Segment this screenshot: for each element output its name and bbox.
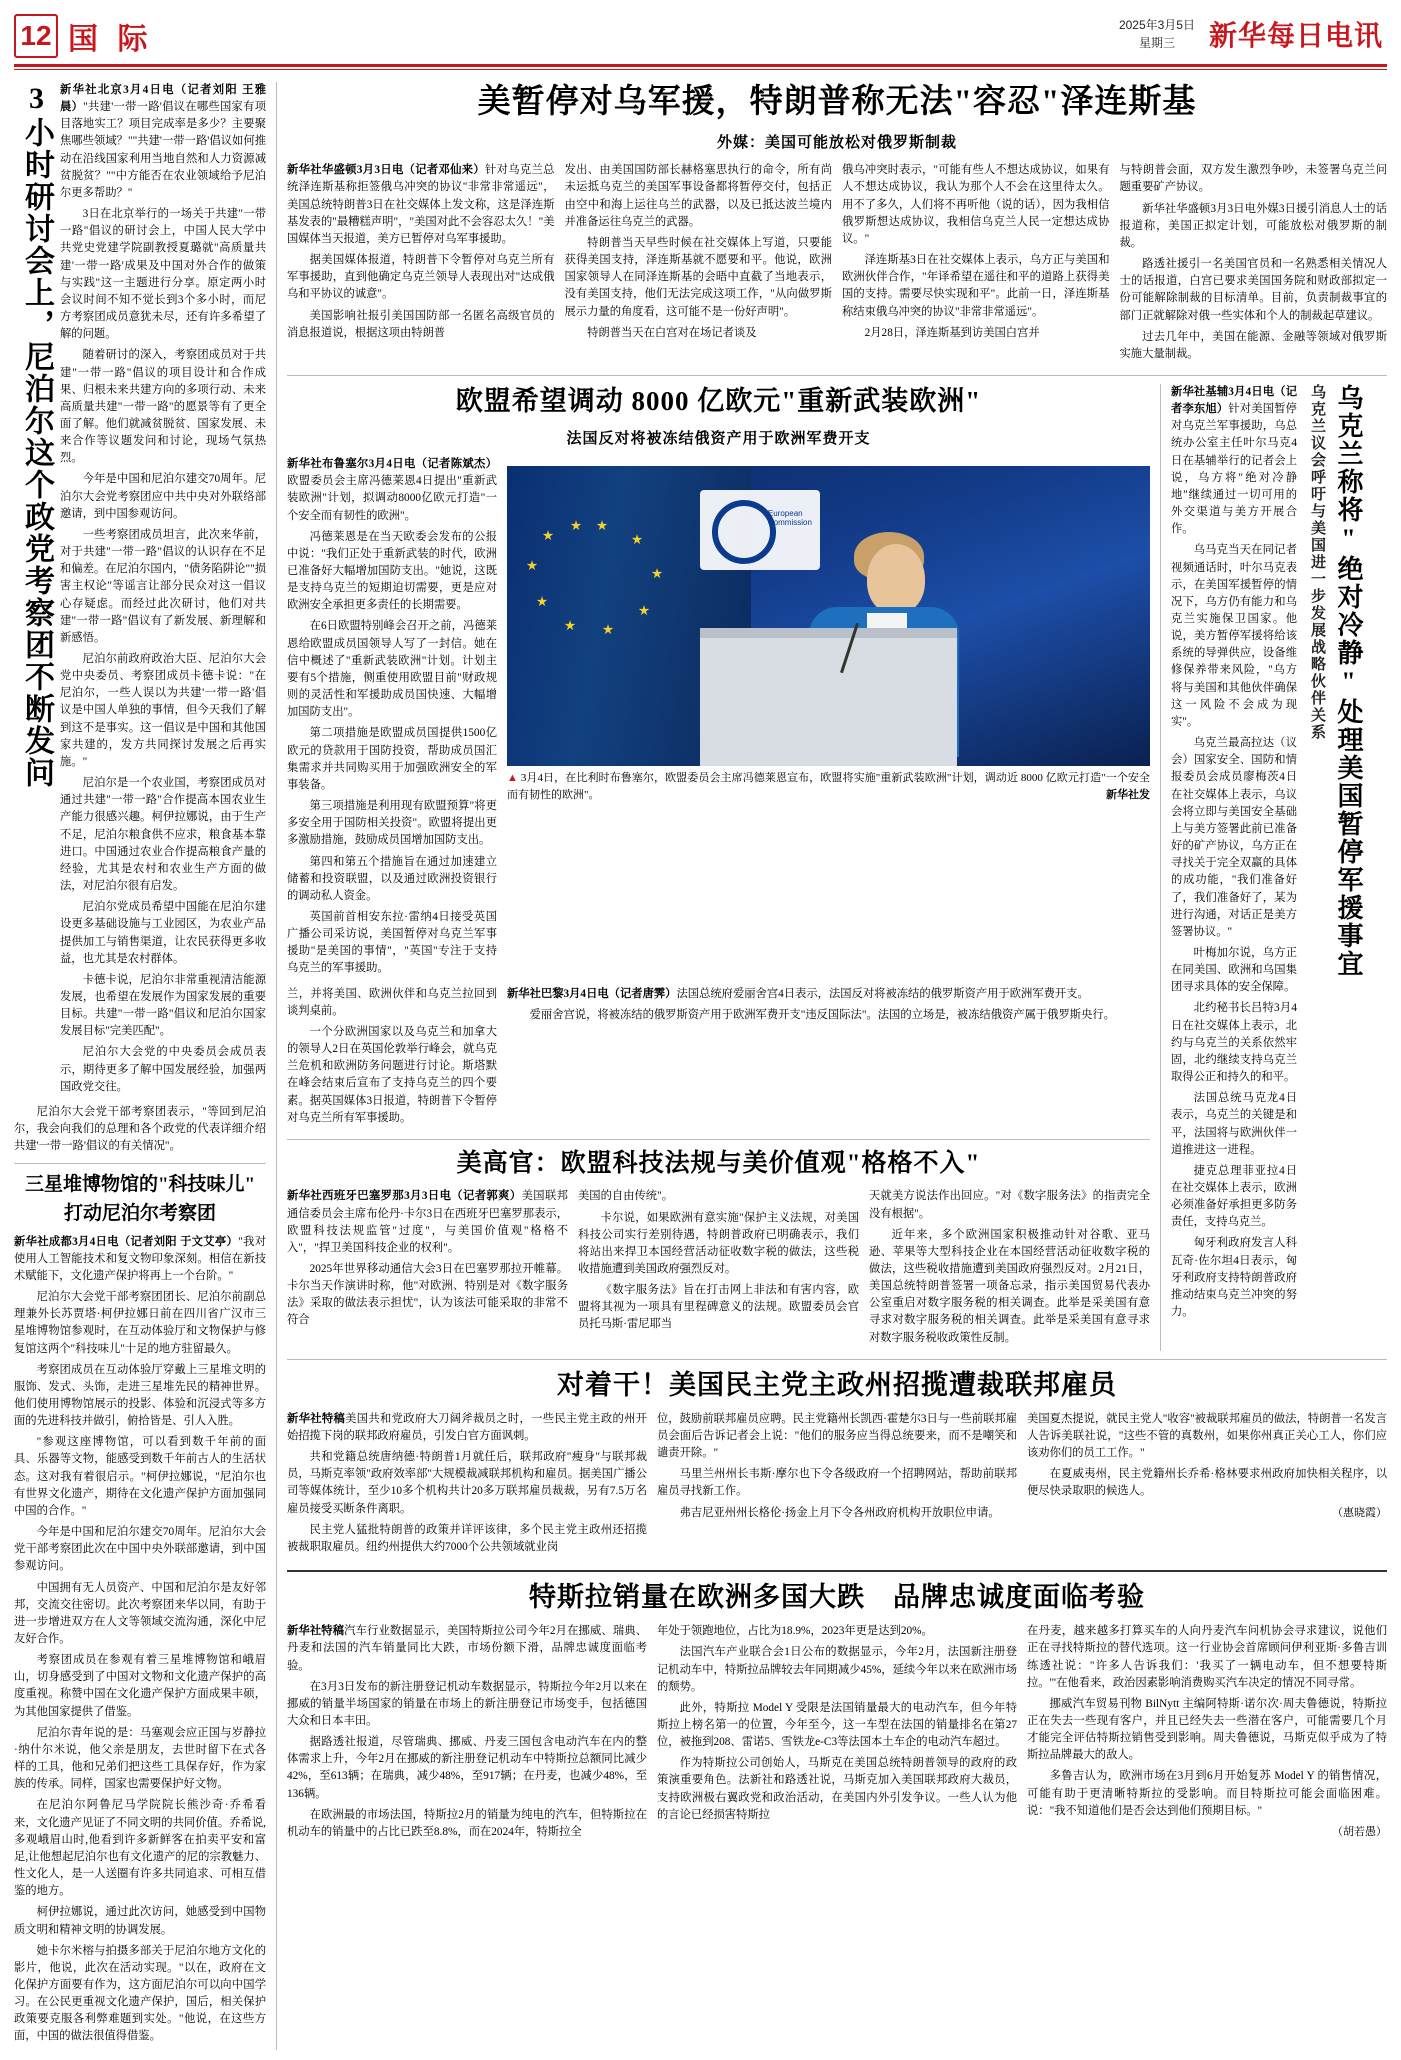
masthead-rule (14, 64, 1387, 67)
paragraph: 年处于领跑地位，占比为18.9%，2023年更是达到20%。 (657, 1625, 933, 1638)
dem-body (287, 1411, 1387, 1560)
column-divider (1160, 384, 1161, 1351)
section-title: 国 际 (68, 23, 154, 56)
masthead-left (14, 14, 154, 58)
newspaper-brand: 新华每日电讯 (1208, 21, 1383, 52)
paragraph: 乌克兰最高拉达（议会）国家安全、国防和情报委员会成员廖梅茨4日在社交媒体上表示，乌议会将立即与美国安全基础上与美方签署此前已准备好的矿产协议，乌方正在寻找关于完全双赢的具体的成功能，"我们准备好了，我们准备好了，某为进行沟通，对话正是美方签署协议。" (1171, 737, 1297, 938)
dem-headline: 对着干！美国民主党主政州招揽遭裁联邦雇员 (557, 1369, 1117, 1400)
paragraph: 位，鼓励前联邦雇员应聘。民主党籍州长凯西·霍楚尔3日与一些前联邦雇员会面后告诉记者会上说："他们的服务应当得总统要来，而不是嘲笑和谴责开除。" (657, 1412, 1017, 1460)
paragraph: 新华社华盛顿3月3日电外媒3日援引消息人士的话报道称，美国正拟定计划，可能放松对俄罗斯的制裁。 (1119, 202, 1387, 249)
paragraph: 一个分欧洲国家以及乌克兰和加拿大的领导人2日在英国伦敦举行峰会，就乌克兰危机和欧洲防务问题进行讨论。斯塔默在峰会结束后宣布了支持乌克兰的四个要素。据英国媒体3日报道，特朗普下令暂停对乌克兰所有军事援助。 (287, 1025, 497, 1124)
center-column (287, 82, 1387, 2050)
paragraph: 天就美方说法作出回应。"对《数字服务法》的指责完全没有根据"。 (869, 1190, 1150, 1220)
paragraph: 俄乌冲突时表示，"可能有些人不想达成协议，如果有人不想达成协议，我认为那个人不会在这里待太久。用不了多久，人们将不再听他（说的话），因为我相信俄罗斯想达成协议，我相信乌克兰人民一定想达成协议。" (842, 164, 1110, 245)
paragraph: 兰，并将美国、欧洲伙伴和乌克兰拉回到谈判桌前。 (287, 987, 497, 1017)
eu-photo-block (507, 456, 1150, 982)
top-story-col-1: 新华社华盛顿3月3日电（记者邓仙来）针对乌克兰总统泽连斯基称拒签俄乌冲突的协议"非常非常遥远"，美国总统特朗普3日在社交媒体上发文称，这是泽连斯基发表的"最糟糕声明"，"美国对此不会容忍太久！"美国媒体当天报道，美方已暂停对乌军事援助。 据美国媒体报道，特朗普下令暂停对乌克兰所有军事援助，直到他确定乌克兰领导人表现出对"达成俄乌和平协议的诚意"。 美国影响社报引美国国防部一名匿名高级官员的消息报道说，根据这项由特朗普 (287, 162, 555, 367)
caption-marker: ▲ (507, 772, 521, 785)
paragraph: 在夏威夷州，民主党籍州长乔希·格林要求州政府加快相关程序，以便尽快录取职的候选人。 (1027, 1468, 1387, 1498)
photo-caption: ▲ 3月4日，在比利时布鲁塞尔，欧盟委员会主席冯德莱恩宣布，欧盟将实施"重新武装欧洲"计划，调动近 8000 亿欧元打造"一个安全而有韧性的欧洲"。 新华社发 (507, 770, 1150, 803)
paragraph: 近年来，多个欧洲国家积极推动针对谷歌、亚马逊、苹果等大型科技企业在本国经营活动征收数字税的做法，这些税收措施遭到美国政府强烈反对。2月21日，美国总统特朗普签署一项备忘录，指示美国贸易代表办公室重启对数字服务税的相关调查。此举是采美国有意寻求对数字服务税的相关调查。此举是采美国有意寻求对数字服务税收政策性反制。 (869, 1228, 1150, 1344)
paragraph: 卡德卡说，尼泊尔非常重视清洁能源发展，也希望在发展作为国家发展的重要目标。共建"一带一路"倡议和尼泊尔国家发展目标"完美匹配"。 (60, 973, 266, 1038)
paragraph: 在丹麦，越来越多打算买车的人向丹麦汽车问机协会寻求建议，说他们正在寻找特斯拉的替代选项。这一行业协会首席顾问伊利亚斯·多鲁吉训练透社说："许多人告诉我们：'我买了一辆电动车，但不想要特斯拉。'"在他看来，政治因素影响消费购买汽车决定的情况不同寻常。 (1027, 1625, 1387, 1689)
top-story-col-2 (565, 162, 833, 367)
paragraph: "参观这座博物馆，可以看到数千年前的面具、乐器等文物，能感受到数千年前古人的生活状态。这对我有着很启示。"柯伊拉娜说，"尼泊尔也有世界文化遗产，期待在文化遗产保护方面加强同中国的合作。" (14, 1436, 266, 1517)
paragraph: 弗吉尼亚州州长格伦·扬金上月下令各州政府机构开放职位申请。 (679, 1506, 1000, 1519)
paragraph: 作为特斯拉公司创始人，马斯克在美国总统特朗普领导的政府的政策演重要角色。法新社和路透社说，马斯克加入美国联邦政府大裁员，支持欧洲极右翼政党和政治活动，在美国内外引发争议。一些人认为他的言论已经损害特斯拉 (657, 1757, 1017, 1821)
sub-headline-1: 三星堆博物馆的"科技味儿" (24, 1174, 256, 1196)
paragraph: 路透社援引一名美国官员和一名熟悉相关情况人士的话报道，白宫已要求美国国务院和财政部拟定一份可能解除制裁的目标清单。目前，负责制裁事宜的部门正就解除对俄一些实体和个人的制裁起草建议。 (1119, 258, 1387, 322)
tech-col-3 (869, 1188, 1150, 1350)
masthead-right (1119, 14, 1383, 54)
paragraph: 尼泊尔党成员希望中国能在尼泊尔建设更多基础设施与工业园区，为农业产品提供加工与销售渠道，让农民获得更多收益，也尤其是农村群体。 (60, 901, 266, 965)
tesla-col-1: 新华社特稿汽车行业数据显示，美国特斯拉公司今年2月在挪威、瑞典、丹麦和法国的汽车销量同比大跌，市场份额下滑，品牌忠诚度面临考验。 在3月3日发布的新注册登记机动车数据显示，特斯拉今年2月以来在挪威的销量半场国家的销量在市场上的新注册登记市场变手，包括德国大众和日本丰田。 据路透社报道，尽管瑞典、挪威、丹麦三国包含电动汽车在内的整体需求上升，今年2月在挪威的新注册登记机动车中特斯拉总额同比减少42%，至613辆；在瑞典，减少48%，至917辆；在丹麦，也减少48%，至136辆。 在欧洲最的市场法国，特斯拉2月的销量为纯电的汽车，但特斯拉在机动车的销量中的占比已跌至8.8%，而在2024年，特斯拉全 (287, 1623, 647, 1845)
eu-commission-logo: European Commission (700, 490, 820, 570)
left-sub-article-body (14, 1234, 266, 2046)
left-feature-body (60, 82, 266, 1100)
middle-section (287, 384, 1387, 1351)
paragraph: 共和党籍总统唐纳德·特朗普1月就任后，联邦政府"瘦身"与联邦裁员，马斯克率领"政府效率部"大规模裁减联邦机构和雇员。据美国广播公司等媒体统计，至少10多个机构共计20多万联邦雇员裁裁，另有7.5万名雇员接受买断条件离职。 (287, 1451, 647, 1515)
paragraph: 随着研讨的深入，考察团成员对于共建"一带一路"倡议的项目设计和合作成果、归根未来共建方向的多项行动、未来高质量共建"一带一路"的愿景等有了更全面了解。他们就减贫脱贫、国家发展、未来合作等议题发问和讨论，现场气氛热烈。 (60, 349, 266, 465)
paragraph: 挪威汽车贸易刊物 BilNytt 主编阿特斯·诺尔次·周夫鲁德说，特斯拉正在失去一些现有客户，并且已经失去一些潜在客户，可能需要几个月才能完全评估特斯拉销售受到影响。周夫鲁德说，马斯克似乎成为了特斯拉品牌最大的敌人。 (1027, 1697, 1387, 1762)
paragraph: 2月28日，泽连斯基到访美国白宫并 (864, 326, 1040, 339)
paragraph: 此外，特斯拉 Model Y 受限是法国销量最大的电动汽车，但今年特斯拉上榜名第一的位置，今年至今，这一车型在法国的销量排名在第27位，被拖到208、雷诺5、雪铁龙e-C3等法国本土车企的电动汽车超过。 (657, 1701, 1017, 1749)
tech-col-2 (578, 1188, 859, 1350)
paragraph: 叶梅加尔说，乌方正在同美国、欧洲和乌国集团寻求具体的安全保障。 (1171, 946, 1297, 994)
paragraph: 尼泊尔是一个农业国，考察团成员对通过共建"一带一路"合作提高本国农业生产能力很感兴趣。柯伊拉娜说，由于生产不足，尼泊尔粮食供不应求，粮食基本靠进口。中国通过农业合作提高粮食产量的经验，尤其是农村和农业生产方面的做法，对尼泊尔很有启发。 (60, 777, 266, 893)
tech-col-1: 新华社西班牙巴塞罗那3月3日电（记者郭爽）美国联邦通信委员会主席布伦丹·卡尔3日在西班牙巴塞罗那表示，欧盟科技法规监管"过度"，与美国价值观"格格不入"，"捍卫美国科技企业的权利"。 2025年世界移动通信大会3日在巴塞罗那拉开帷幕。卡尔当天作演讲时称，他"对欧洲、特别是对《数字服务法》采取的做法表示担忧"，认为该法可能采取的非常不符合 (287, 1188, 568, 1350)
masthead-rule-thin (14, 69, 1387, 70)
photo-credit: 新华社发 (1106, 788, 1150, 801)
left-feature-dateline: 新华社北京3月4日电（记者刘阳 王雅晨）"共建'一带一路'倡议在哪些国家有项目落地实工？项目完成率是多少？主要聚焦哪些领域？""共建'一带一路'倡议如何推动在沿线国家利用当地自然和人力资源减贫脱贫？""中方能否在农业领域给予尼泊尔更多帮助？" (60, 84, 266, 199)
left-feature-tail (14, 1104, 266, 1155)
paragraph: 尼泊尔青年说的是：马塞观会应正国与岁静拉·纳什尔米说，他父亲是朋友，去世时留下在式各样的工具，他和兄弟们把这些工具保存好，作为家族的传承。同样，国家也需要保护好文物。 (14, 1726, 266, 1791)
tesla-headline: 特斯拉销量在欧洲多国大跌 品牌忠诚度面临考验 (529, 1582, 1145, 1613)
paragraph: 与特朗普会面，双方发生激烈争吵，未签署乌克兰问题重要矿产协议。 (1119, 164, 1387, 194)
right-column (1171, 384, 1387, 1351)
paragraph: 爱丽舍宫说，将被冻结的俄罗斯资产用于欧洲军费开支"违反国际法"。法国的立场是，被冻结俄资产属于俄罗斯央行。 (529, 1008, 1115, 1021)
eu-subhead: 法国反对将被冻结俄资产用于欧洲军费开支 (566, 431, 871, 448)
paragraph: 在尼泊尔阿鲁尼马学院院长熊沙奇·乔希看来，文化遗产见证了不同文明的共同价值。乔希说,多观峨眉山时,他看到许多新鲜客在拍卖平安和富足,让他想起尼泊尔也有文化遗产的尼的宗教魅力、性文化人，是一人送圈有许多共同追求、可相互借鉴的地方。 (14, 1799, 266, 1898)
paragraph: 尼泊尔大会党干部考察团表示，"等回到尼泊尔，我会向我们的总理和各个政党的代表详细介绍共建'一带一路'倡议的有关情况"。 (14, 1105, 266, 1153)
speaker-head (867, 544, 925, 614)
divider (287, 375, 1387, 376)
left-feature-vertical-headline: 3小时研讨会上，尼泊尔这个政党考察团不断发问 (20, 82, 53, 789)
paragraph: 卡尔说，如果欧洲有意实施"保护主义法规，对美国科技公司实行差别待遇，特朗普政府已明确表示，我们将站出来捍卫本国经营活动征收数字税的做法，这些税收措施遭到美国政府强烈反对。 (578, 1211, 859, 1275)
dem-col-3 (1027, 1411, 1387, 1560)
paragraph: 一些考察团成员坦言，此次来华前，对于共建"一带一路"倡议的认识存在不足和偏差。在尼泊尔国内，"债务陷阱论""损害主权论"等谣言让部分民众对这一倡议心存疑虑。而经过此次研讨，他们对共建"一带一路"倡议有了新发展、新理解和新感悟。 (60, 528, 266, 644)
divider (14, 1163, 266, 1164)
top-story (287, 82, 1387, 367)
paragraph: 第三项措施是利用现有欧盟预算"将更多安全用于国防相关投资"。欧盟将提出更多激励措施，鼓励成员国增加国防支出。 (287, 800, 497, 847)
tech-article (287, 1148, 1150, 1351)
dem-col-1: 新华社特稿美国共和党政府大刀阔斧裁员之时，一些民主党主政的州开始招揽下岗的联邦政府雇员，引发白官方面讽刺。 共和党籍总统唐纳德·特朗普1月就任后，联邦政府"瘦身"与联邦裁员，马斯克率领"政府效率部"大规模裁减联邦机构和雇员。据美国广播公司等媒体统计，至少10多个机构共计20多万联邦雇员裁裁，另有7.5万名雇员接受买断条件离职。 民主党人猛批特朗普的政策并详评该律，多个民主党主政州还招揽被裁职取雇员。纽约州提供大约7000个公共领域就业岗 (287, 1411, 647, 1560)
top-story-col-3 (842, 162, 1110, 367)
tech-body (287, 1188, 1150, 1350)
eu-lower-col-1 (287, 986, 497, 1131)
weekday: 星期三 (1138, 36, 1175, 50)
tesla-col-3 (1027, 1623, 1387, 1845)
divider (287, 1359, 1387, 1360)
paragraph: 过去几年中，美国在能源、金融等领域对俄罗斯实施大量制裁。 (1119, 330, 1387, 360)
top-story-col-4 (1120, 162, 1388, 367)
democrat-article (287, 1368, 1387, 1560)
paragraph: 法国总统马克龙4日表示，乌克兰的关键是和平，法国将与欧洲伙伴一道推进这一进程。 (1171, 1092, 1297, 1156)
top-story-headline: 美暂停对乌军援，特朗普称无法"容忍"泽连斯基 (477, 84, 1197, 120)
paragraph: 柯伊拉娜说，通过此次访问，她感受到中国物质文明和精神文明的协调发展。 (14, 1906, 266, 1936)
date-block (1119, 16, 1195, 52)
eu-stars (527, 520, 677, 670)
divider (287, 1139, 1150, 1140)
paragraph: 匈牙利政府发言人科瓦奇·佐尔坦4日表示，匈牙利政府支持特朗普政府推动结束乌克兰冲突的努力。 (1171, 1237, 1297, 1319)
paragraph: 据路透社报道，尽管瑞典、挪威、丹麦三国包含电动汽车在内的整体需求上升，今年2月在挪威的新注册登记机动车中特斯拉总额同比减少42%，至613辆；在瑞典，减少48%，至917辆；在丹麦，也减少48%，至136辆。 (287, 1736, 647, 1800)
paragraph: 考察团成员在互动体验厅穿戴上三星堆文明的服饰、发式、头饰，走进三星堆先民的精神世界。他们使用博物馆展示的投影、体验和沉浸式等多方面的先进科技并做引，俯拾皆是、引人入胜。 (14, 1363, 266, 1428)
paragraph: 民主党人猛批特朗普的政策并详评该律，多个民主党主政州还招揽被裁职取雇员。纽约州提供大约7000个公共领域就业岗 (287, 1523, 647, 1553)
paragraph: 特朗普当天在白宫对在场记者谈及 (587, 326, 757, 339)
tesla-byline-credit: （胡若愚） (1332, 1825, 1387, 1838)
eu-lower-col-2: 新华社巴黎3月4日电（记者唐霁）法国总统府爱丽舍宫4日表示，法国反对将被冻结的俄罗斯资产用于欧洲军费开支。 爱丽舍宫说，将被冻结的俄罗斯资产用于欧洲军费开支"违反国际法"。法国的立场是，被冻结俄资产属于俄罗斯央行。 (507, 986, 1150, 1131)
right-column-vertical-subhead: 乌克兰议会呼吁与美国进一步发展战略伙伴关系 (1309, 383, 1325, 741)
paragraph: 第二项措施是欧盟成员国提供1500亿欧元的贷款用于国防投资，帮助成员国汇集需求并共同购买用于加强欧洲安全的军事装备。 (287, 727, 497, 791)
paragraph: 3日在北京举行的一场关于共建"一带一路"倡议的研讨会上，中国人民大学中共党史党建学院副教授夏璐就"高质量共建'一带一路'成果及中国对外合作的做策与实践"这一主题进行分享。原定两小时会议时间不知不觉长到3个多小时，而尼方考察团成员意犹未尽，还有许多希望了解的问题。 (60, 208, 266, 341)
top-story-subhead: 外媒：美国可能放松对俄罗斯制裁 (716, 135, 957, 152)
top-story-columns (287, 162, 1387, 367)
page-number: 12 (14, 14, 58, 58)
eu-lower-columns (287, 986, 1150, 1131)
sub-headline-2: 打动尼泊尔考察团 (63, 1202, 216, 1224)
paragraph: 在6日欧盟特别峰会召开之前，冯德莱恩给欧盟成员国领导人写了一封信。她在信中概述了"重新武装欧洲"计划。计划主要有5个措施，侧重使用欧盟目前"财政规则的灵活性和军援助成员国快速、大幅增加国防支出"。 (287, 620, 497, 719)
left-feature (14, 82, 266, 2050)
paragraph: 尼泊尔大会党干部考察团团长、尼泊尔前副总理兼外长苏贾塔·柯伊拉娜日前在四川省广汉市三星堆博物馆参观时，在互动体验厅和文物保护与修复馆这两个"科技味儿"十足的地方驻留最久。 (14, 1291, 266, 1355)
paragraph: 据美国媒体报道，特朗普下令暂停对乌克兰所有军事援助，直到他确定乌克兰领导人表现出对"达成俄乌和平协议的诚意"。 (287, 254, 555, 301)
paragraph: 北约秘书长吕特3月4日在社交媒体上表示，北约与乌克兰的关系依然牢固，北约继续支持乌克兰取得公正和持久的和平。 (1171, 1002, 1297, 1084)
paragraph: 多鲁吉认为，欧洲市场在3月到6月开始复苏 Model Y 的销售情况，可能有助于更清晰特斯拉的受影响。而目特斯拉可能会面临困难。说："我不知道他们是否会达到他们预期目标。" (1027, 1770, 1387, 1817)
eu-col-1: 新华社布鲁塞尔3月4日电（记者陈斌杰）欧盟委员会主席冯德莱恩4日提出"重新武装欧洲"计划，拟调动8000亿欧元打造"一个安全而有韧性的欧洲"。 冯德莱恩是在当天欧委会发布的公报中说："我们正处于重新武装的时代，欧洲已准备好大幅增加国防支出。"她说，这既是支持乌克兰的短期迫切需要，更是应对欧洲安全承担更多责任的长期需要。 在6日欧盟特别峰会召开之前，冯德莱恩给欧盟成员国领导人写了一封信。她在信中概述了"重新武装欧洲"计划。计划主要有5个措施，侧重使用欧盟目前"财政规则的灵活性和军援助成员国快速、大幅增加国防支出"。 第二项措施是欧盟成员国提供1500亿欧元的贷款用于国防投资，帮助成员国汇集需求并共同购买用于加强欧洲安全的军事装备。 第三项措施是利用现有欧盟预算"将更多安全用于国防相关投资"。欧盟将提出更多激励措施，鼓励成员国增加国防支出。 第四和第五个措施旨在通过加速建立储蓄和投资联盟，以及通过欧洲投资银行的调动私人资金。 英国前首相安东拉·雷纳4日接受英国广播公司采访说，美国暂停对乌克兰军事援助"是美国的事情"，"英国"专注于支持乌克兰的军事援助。 (287, 456, 497, 982)
dem-col-2 (657, 1411, 1017, 1560)
paragraph: 乌马克当天在同记者视频通话时，叶尔马克表示，在美国军援暂停的情况下，乌方仍有能力和乌克兰实施保卫国家。他说，美方暂停军援将给该系统的导弹供应，设备维修保养带来风险，"乌方将与美国和其他伙伴确保这一风险不会成为现实"。 (1171, 544, 1297, 728)
tesla-col-2 (657, 1623, 1017, 1845)
paragraph: 尼泊尔前政府政治大臣、尼泊尔大会党中央委员、考察团成员卡德卡说："在尼泊尔，一些人误以为共建'一带一路'倡议是中国人单独的事情，但今天我们了解到这不是事实。这一倡议是中国和其他国家共建的，发方共同探讨发展之后再实施。" (60, 653, 266, 768)
photo-container (507, 466, 1150, 803)
page-body (0, 76, 1401, 2050)
paragraph: 泽连斯基3日在社交媒体上表示，乌方正与美国和欧洲伙伴合作，"年译希望在遥往和平的道路上获得美国的支持。需要尽快实现和平"。此前一日，泽连斯基称结束俄乌冲突的协议"非常非常遥远"。 (842, 254, 1110, 318)
paragraph: 今年是中国和尼泊尔建交70周年。尼泊尔大会党考察团应中共中央对外联络部邀请，到中国参观访问。 (60, 473, 266, 520)
paragraph: 2025年世界移动通信大会3日在巴塞罗那拉开帷幕。卡尔当天作演讲时称，他"对欧洲、特别是对《数字服务法》采取的做法表示担忧"，认为该法可能采取的非常不符合 (287, 1262, 568, 1327)
paragraph: 尼泊尔大会党的中央委员会成员表示，期待更多了解中国发展经验，加强两国政党交往。 (60, 1046, 266, 1093)
paragraph: 美国的自由传统"。 (578, 1190, 673, 1203)
tesla-article (287, 1580, 1387, 1845)
paragraph: 美国夏杰提说，就民主党人"收容"被裁联邦雇员的做法，特朗普一名发言人告诉美联社说，"这些不管的真数州，如果你州真正关心工人，你们应该劝你们的员工工作。" (1027, 1412, 1387, 1460)
eu-body (287, 456, 1150, 982)
paragraph: 她卡尔米榕与拍摄多部关于尼泊尔地方文化的影片，他说，此次在活动实现。"以在，政府在文化保护方面要有作为，这方面尼泊尔可以向中国学习。在公民更重视文化遗产保护，国后，相关保护政策要克服各利弊难题到实处。"他说，在这些方面，中国的做法很值得借鉴。 (14, 1944, 266, 2043)
divider-thick (287, 1570, 1387, 1572)
paragraph: 在欧洲最的市场法国，特斯拉2月的销量为纯电的汽车，但特斯拉在机动车的销量中的占比已跌至8.8%，而在2024年，特斯拉全 (287, 1808, 647, 1838)
paragraph: 特朗普当天早些时候在社交媒体上写道，只要能获得美国支持，泽连斯基就不愿要和平。他说，欧洲国家领导人在同泽连斯基的会晤中直截了当地表示，没有美国支持，他们无法完成这项工作，"从向做罗斯展示力量的角度看，这可能不是一份好声明"。 (564, 236, 832, 318)
paragraph: 考察团成员在参观有着三星堆博物馆和峨眉山，切身感受到了中国对文物和文化遗产保护的高度重视。称赞中国在文化遗产保护方面成果丰硕，为其他国家提供了借鉴。 (14, 1654, 266, 1718)
paragraph: 马里兰州州长韦斯·摩尔也下令各级政府一个招聘网站，帮助前联邦雇员寻找新工作。 (657, 1468, 1017, 1498)
paragraph: 在3月3日发布的新注册登记机动车数据显示，特斯拉今年2月以来在挪威的销量半场国家的销量在市场上的新注册登记市场变手，包括德国大众和日本丰田。 (287, 1680, 647, 1727)
masthead (0, 0, 1401, 62)
press-conference-photo (507, 466, 1150, 766)
paragraph: 第四和第五个措施旨在通过加速建立储蓄和投资联盟，以及通过欧洲投资银行的调动私人资金。 (287, 855, 497, 902)
tesla-body (287, 1623, 1387, 1845)
paragraph: 中国拥有无人员资产、中国和尼泊尔是友好邻邦，交流交往密切。此次考察团来华以同，有助于进一步增进双方在人文等领域交流沟通，深化中尼友好合作。 (14, 1581, 266, 1645)
eu-headline: 欧盟希望调动 8000 亿欧元"重新武装欧洲" (455, 385, 982, 416)
tech-headline: 美高官：欧盟科技法规与美价值观"格格不入" (456, 1149, 981, 1177)
dem-byline-credit: （惠晓霞） (1332, 1506, 1387, 1519)
podium (700, 628, 957, 766)
eu-article (287, 384, 1150, 1351)
paragraph: 英国前首相安东拉·雷纳4日接受英国广播公司采访说，美国暂停对乌克兰军事援助"是美国的事情"，"英国"专注于支持乌克兰的军事援助。 (287, 910, 497, 975)
sub-dateline: 新华社成都3月4日电（记者刘阳 于文艾亭）"我对使用人工智能技术和复文物印象深刻。相信在新技术赋能下，文化遗产保护将再上一个台阶。" (14, 1235, 266, 1282)
paragraph: 发出、由美国国防部长赫格塞思执行的命令，所有尚未运抵乌克兰的美国军事设备都将暂停交付，包括正由空中和海上运往乌兰的武器，以及已抵达波兰境内并准备运往乌克兰的武器。 (564, 164, 832, 228)
column-divider (276, 82, 277, 2050)
paragraph: 法国汽车产业联合会1日公布的数据显示，今年2月，法国新注册登记机动车中，特斯拉品牌较去年同期减少45%，延续今年以来在欧洲市场的颓势。 (657, 1646, 1017, 1693)
paragraph: 冯德莱恩是在当天欧委会发布的公报中说："我们正处于重新武装的时代，欧洲已准备好大幅增加国防支出。"她说，这既是支持乌克兰的短期迫切需要，更是应对欧洲安全承担更多责任的长期需要。 (287, 530, 497, 612)
paragraph: 美国影响社报引美国国防部一名匿名高级官员的消息报道说，根据这项由特朗普 (287, 309, 555, 339)
paragraph: 今年是中国和尼泊尔建交70周年。尼泊尔大会党干部考察团此次在中国中央外联部邀请，到中国参观访问。 (14, 1526, 266, 1573)
publication-date: 2025年3月5日 (1118, 18, 1195, 32)
right-column-body: 新华社基辅3月4日电（记者李东旭）针对美国暂停对乌克兰军事援助，乌总统办公室主任叶尔马克4日在基辅举行的记者会上说，乌方将"绝对冷静地"继续通过一切可用的外交渠道与美方开展合作。 乌马克当天在同记者视频通话时，叶尔马克表示，在美国军援暂停的情况下，乌方仍有能力和乌克兰实施保卫国家。他说，美方暂停军援将给该系统的导弹供应，设备维修保养带来风险，"乌方将与美国和其他伙伴确保这一风险不会成为现实"。 乌克兰最高拉达（议会）国家安全、国防和情报委员会成员廖梅茨4日在社交媒体上表示，乌议会将立即与美国安全基础上与美方签署此前已准备好的矿产协议，乌方正在寻找关于完全双赢的具体的成功能，"我们准备好了，我们准备好了，某为进行沟通，对话正是美方签署协议。" 叶梅加尔说，乌方正在同美国、欧洲和乌国集团寻求具体的安全保障。 北约秘书长吕特3月4日在社交媒体上表示，北约与乌克兰的关系依然牢固，北约继续支持乌克兰取得公正和持久的和平。 法国总统马克龙4日表示，乌克兰的关键是和平，法国将与欧洲伙伴一道推进这一进程。 捷克总理菲亚拉4日在社交媒体上表示，欧洲必须准备好承担更多防务责任，支持乌克兰。 匈牙利政府发言人科瓦奇·佐尔坦4日表示，匈牙利政府支持特朗普政府推动结束乌克兰冲突的努力。 (1171, 384, 1297, 1325)
paragraph: 捷克总理菲亚拉4日在社交媒体上表示，欧洲必须准备好承担更多防务责任，支持乌克兰。 (1171, 1164, 1297, 1229)
right-column-vertical-headline: 乌克兰称将"绝对冷静"处理美国暂停军援事宜 (1334, 383, 1363, 978)
paragraph: 《数字服务法》旨在打击网上非法和有害内容，欧盟将其视为一项具有里程碑意义的法规。欧盟委员会官员托马斯·雷尼耶当 (578, 1284, 859, 1331)
